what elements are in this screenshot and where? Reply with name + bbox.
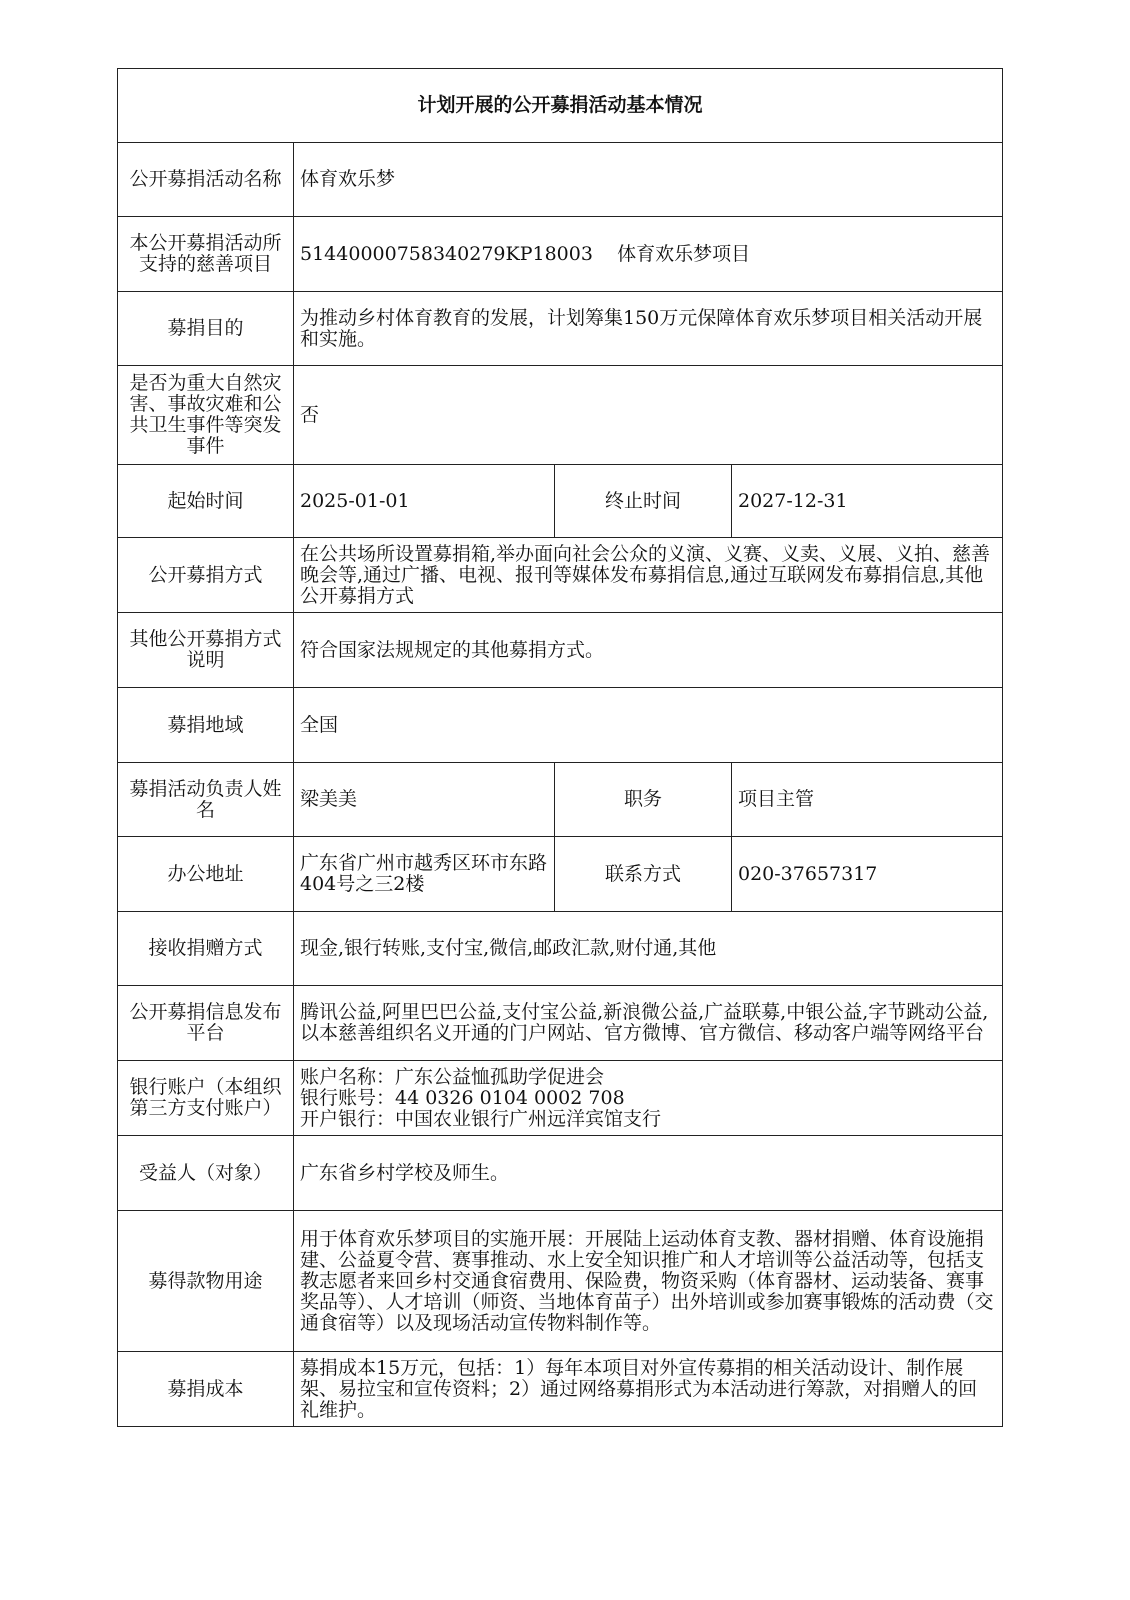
- platform-value: 腾讯公益,阿里巴巴公益,支付宝公益,新浪微公益,广益联募,中银公益,字节跳动公益,以本慈善组织名义开通的门户网站、官方微博、官方微信、移动客户端等网络平台: [294, 986, 1003, 1061]
- methods-label: 公开募捐方式: [118, 538, 294, 613]
- contact-label: 联系方式: [555, 837, 732, 912]
- cost-value: 募捐成本15万元，包括：1）每年本项目对外宣传募捐的相关活动设计、制作展架、易拉宝和宣传资料；2）通过网络募捐形式为本活动进行筹款，对捐赠人的回礼维护。: [294, 1352, 1003, 1427]
- office-address-label: 办公地址: [118, 837, 294, 912]
- receive-value: 现金,银行转账,支付宝,微信,邮政汇款,财付通,其他: [294, 912, 1003, 986]
- purpose-value: 为推动乡村体育教育的发展，计划筹集150万元保障体育欢乐梦项目相关活动开展和实施。: [294, 292, 1003, 366]
- project-value: 5144000075834027​9KP18003 体育欢乐梦项目: [294, 217, 1003, 292]
- emergency-label: 是否为重大自然灾害、事故灾难和公共卫生事件等突发事件: [118, 366, 294, 465]
- platform-label: 公开募捐信息发布平台: [118, 986, 294, 1061]
- bank-name: 开户银行：中国农业银行广州远洋宾馆支行: [300, 1107, 662, 1130]
- bank-account-label: 银行账户（本组织第三方支付账户）: [118, 1061, 294, 1136]
- beneficiary-value: 广东省乡村学校及师生。: [294, 1136, 1003, 1211]
- position-value: 项目主管: [732, 763, 1003, 837]
- start-time-value: 2025-01-01: [294, 465, 555, 538]
- fundraising-info-table: [117, 68, 1003, 1427]
- region-value: 全国: [294, 688, 1003, 763]
- purpose-label: 募捐目的: [118, 292, 294, 366]
- region-label: 募捐地域: [118, 688, 294, 763]
- receive-label: 接收捐赠方式: [118, 912, 294, 986]
- end-time-label: 终止时间: [555, 465, 732, 538]
- usage-value: 用于体育欢乐梦项目的实施开展：开展陆上运动体育支教、器材捐赠、体育设施捐建、公益夏令营、赛事推动、水上安全知识推广和人才培训等公益活动等，包括支教志愿者来回乡村交通食宿费用、保险费，物资采购（体育器材、运动装备、赛事奖品等）、人才培训（师资、当地体育苗子）出外培训或参加赛事锻炼的活动费（交通食宿等）以及现场活动宣传物料制作等。: [294, 1211, 1003, 1352]
- other-methods-label: 其他公开募捐方式说明: [118, 613, 294, 688]
- usage-label: 募得款物用途: [118, 1211, 294, 1352]
- position-label: 职务: [555, 763, 732, 837]
- end-time-value: 2027-12-31: [732, 465, 1003, 538]
- contact-value: 020-37657317: [732, 837, 1003, 912]
- account-name: 账户名称：广东公益恤孤助学促进会: [300, 1065, 605, 1088]
- leader-name-value: 梁美美: [294, 763, 555, 837]
- page-title: 计划开展的公开募捐活动基本情况: [118, 69, 1003, 143]
- project-label: 本公开募捐活动所支持的慈善项目: [118, 217, 294, 292]
- office-address-value: 广东省广州市越秀区环市东路404号之三2楼: [294, 837, 555, 912]
- start-time-label: 起始时间: [118, 465, 294, 538]
- other-methods-value: 符合国家法规规定的其他募捐方式。: [294, 613, 1003, 688]
- cost-label: 募捐成本: [118, 1352, 294, 1427]
- leader-name-label: 募捐活动负责人姓名: [118, 763, 294, 837]
- account-number: 银行账号：44 0326 0104 0002 708: [300, 1086, 625, 1109]
- bank-account-details: [294, 1061, 1003, 1136]
- name-value: 体育欢乐梦: [294, 143, 1003, 217]
- emergency-value: 否: [294, 366, 1003, 465]
- beneficiary-label: 受益人（对象）: [118, 1136, 294, 1211]
- name-label: 公开募捐活动名称: [118, 143, 294, 217]
- methods-value: 在公共场所设置募捐箱,举办面向社会公众的义演、义赛、义卖、义展、义拍、慈善晚会等,通过广播、电视、报刊等媒体发布募捐信息,通过互联网发布募捐信息,其他公开募捐方式: [294, 538, 1003, 613]
